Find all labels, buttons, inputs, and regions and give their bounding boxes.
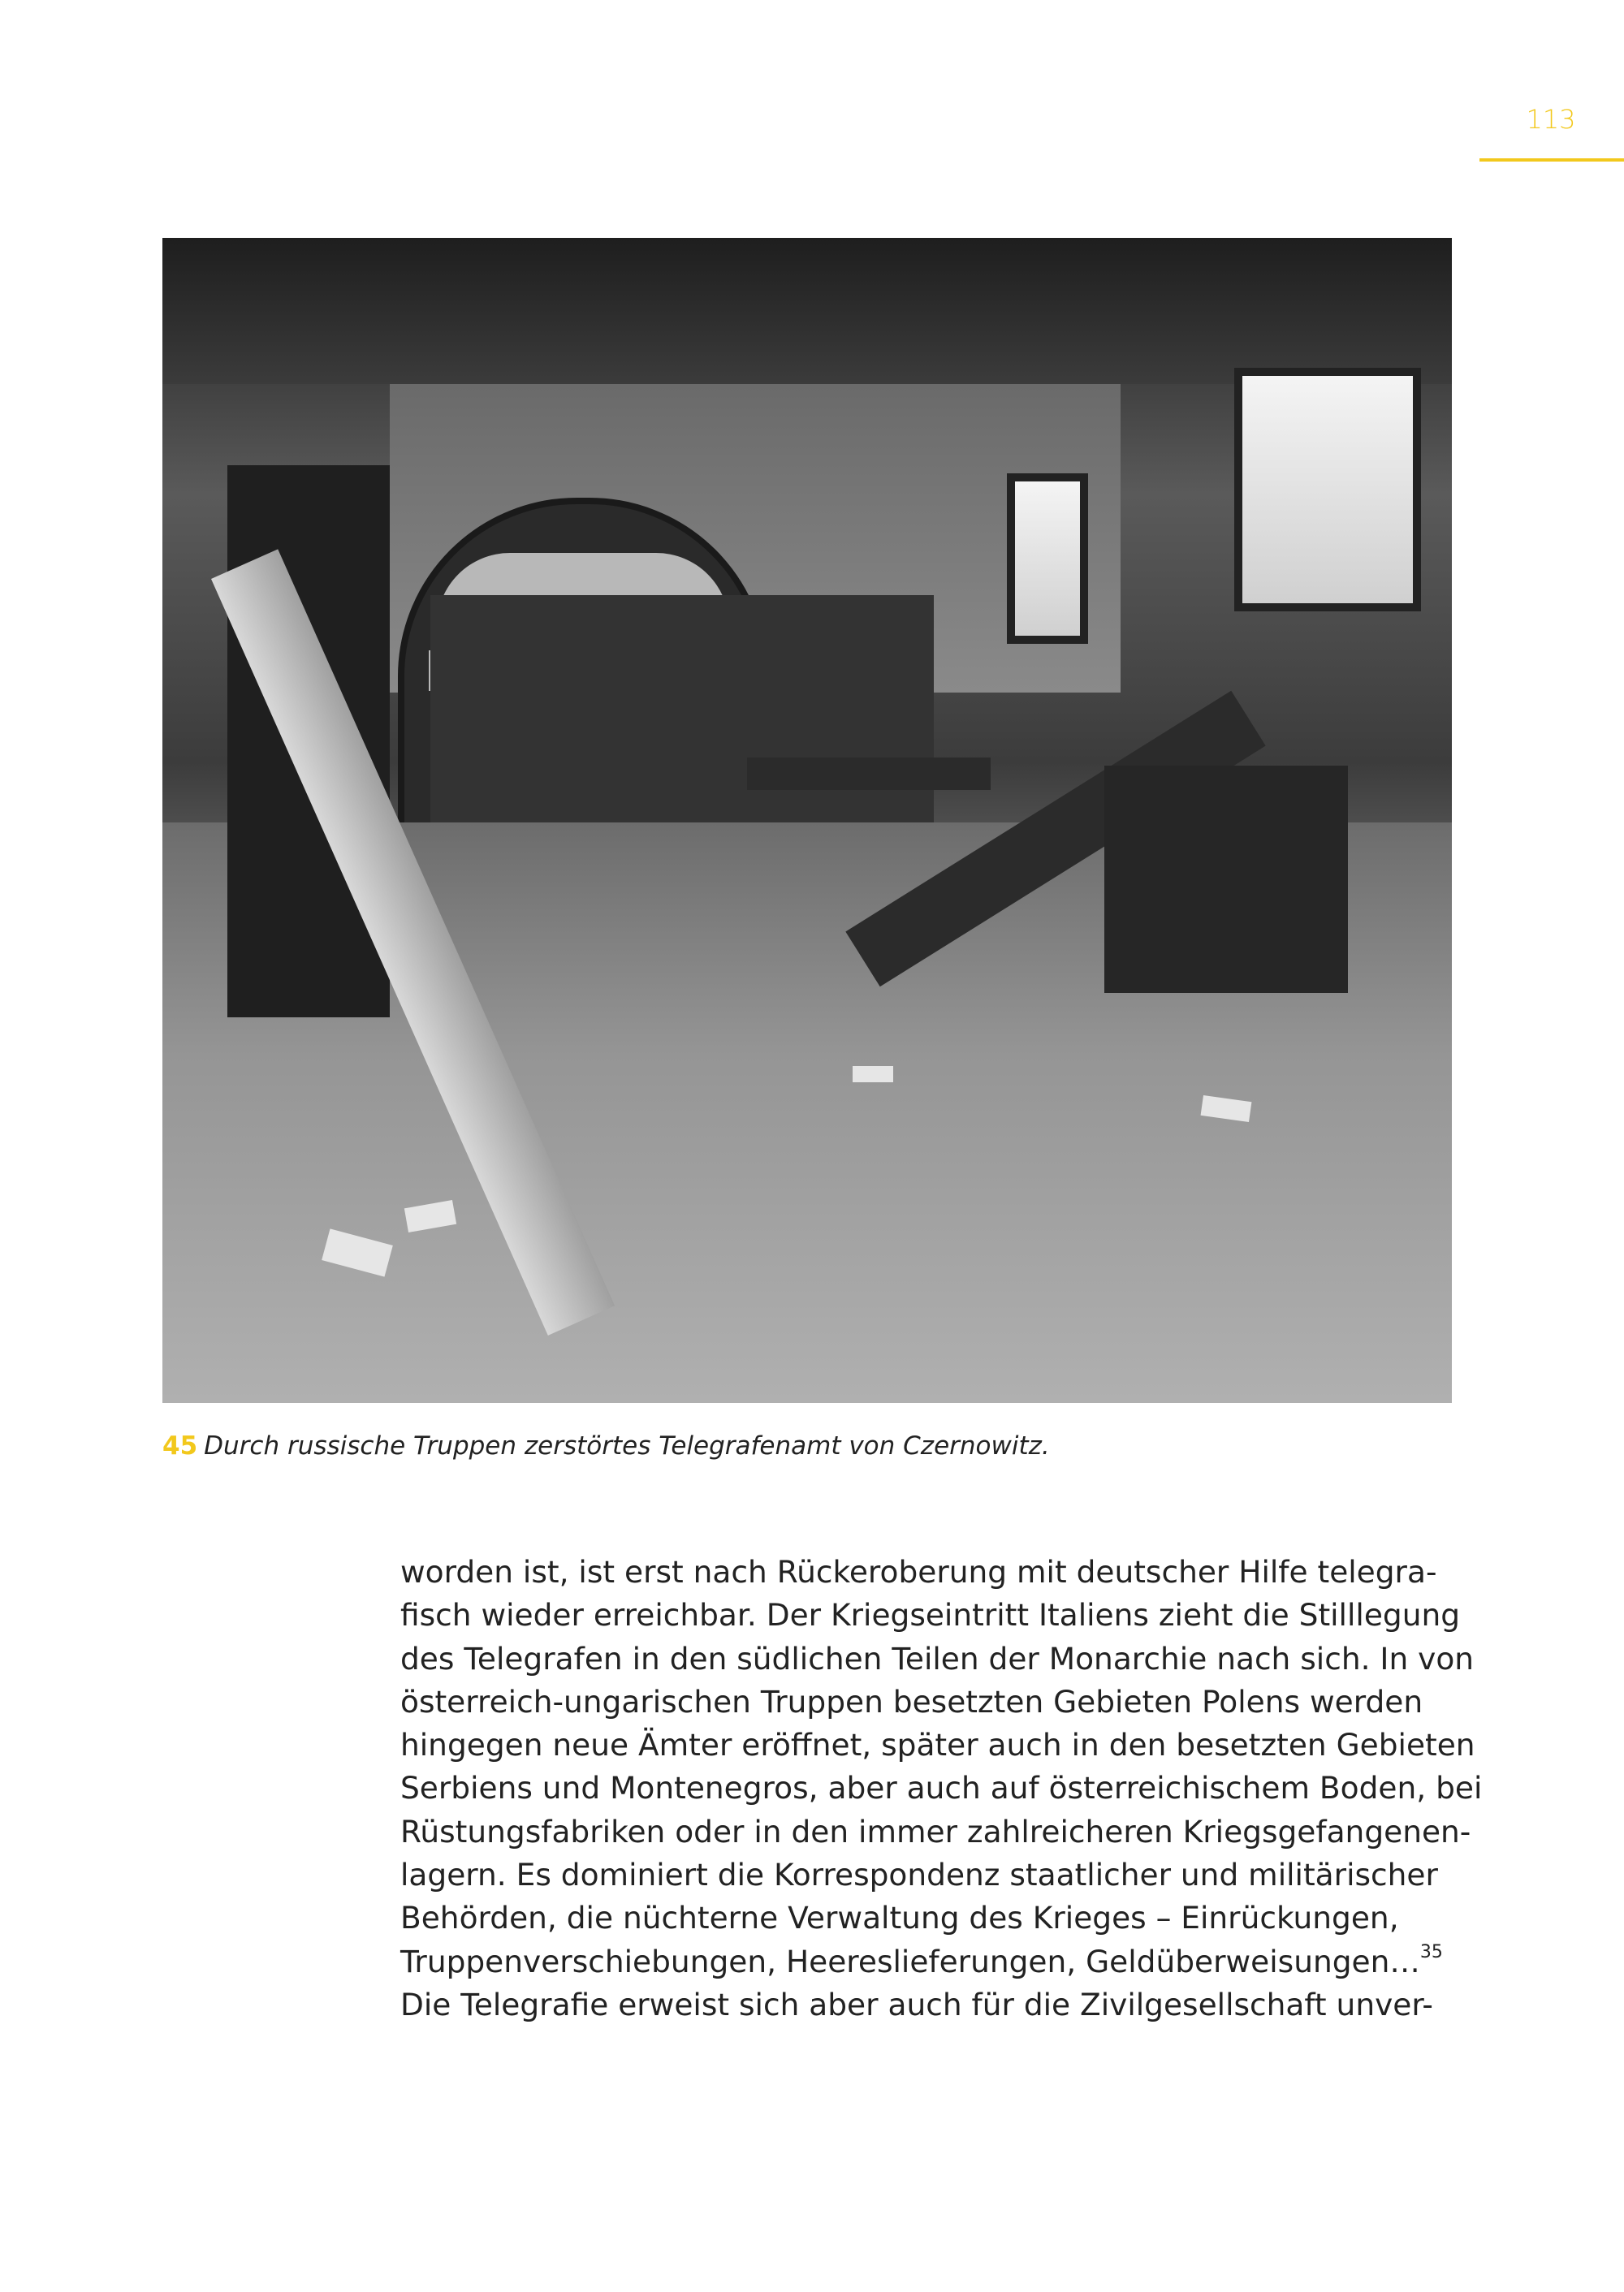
- photo-paper-scrap: [853, 1066, 893, 1082]
- body-text: [400, 1551, 1483, 2027]
- figure-number: 45: [162, 1431, 198, 1461]
- body-line: Serbiens und Montenegros, aber auch auf österreichischem Boden, bei: [400, 1770, 1483, 1806]
- photo-window-2: [1234, 368, 1421, 611]
- body-line: österreich-ungarischen Truppen besetzten Gebieten Polens werden: [400, 1683, 1423, 1720]
- body-line: [400, 1940, 1472, 1983]
- body-line-text: Truppenverschiebungen, Heereslieferungen, Geldüberweisungen…: [400, 1943, 1420, 1979]
- body-line: Behörden, die nüchterne Verwaltung des Krieges – Einrückungen,: [400, 1900, 1399, 1936]
- body-line: worden ist, ist erst nach Rückeroberung mit deutscher Hilfe telegra-: [400, 1554, 1437, 1590]
- photo-desk-right: [1104, 766, 1348, 993]
- figure-caption-text: Durch russische Truppen zerstörtes Telegrafenamt von Czernowitz.: [204, 1431, 1050, 1461]
- body-line: des Telegrafen in den südlichen Teilen der Monarchie nach sich. In von: [400, 1640, 1475, 1677]
- footnote-reference[interactable]: 35: [1419, 1941, 1443, 1962]
- figure-photo-destroyed-telegraph-office: [162, 238, 1452, 1403]
- body-line: fisch wieder erreichbar. Der Kriegseintritt Italiens zieht die Stilllegung: [400, 1597, 1461, 1634]
- header-rule: [1479, 158, 1624, 162]
- body-line: lagern. Es dominiert die Korrespondenz staatlicher und militärischer: [400, 1857, 1438, 1893]
- photo-window-1: [1007, 473, 1088, 644]
- figure-caption: [162, 1431, 1050, 1461]
- body-line: Rüstungsfabriken oder in den immer zahlreicheren Kriegsgefangenen-: [400, 1813, 1471, 1850]
- body-line: Die Telegrafie erweist sich aber auch für die Zivilgesellschaft unver-: [400, 1986, 1433, 2022]
- page-number: 113: [1526, 104, 1576, 135]
- body-line: hingegen neue Ämter eröffnet, später auch in den besetzten Gebieten: [400, 1727, 1475, 1763]
- photo-ceiling: [162, 238, 1452, 384]
- photo-table: [747, 758, 991, 790]
